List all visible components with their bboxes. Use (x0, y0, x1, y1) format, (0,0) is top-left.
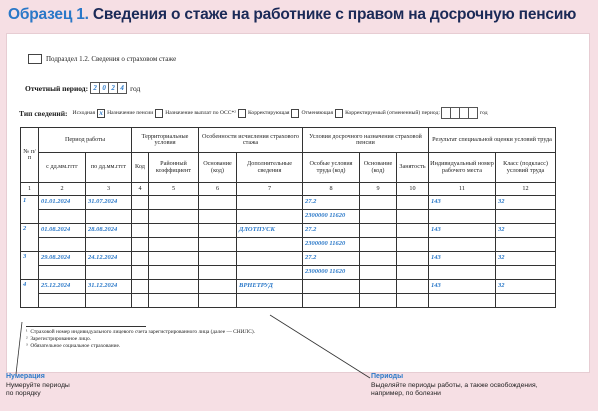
row-num: 3 (21, 252, 39, 280)
workplace-number: 143 (429, 252, 496, 266)
sample-number: Образец 1. (8, 6, 89, 23)
workplace-number: 143 (429, 280, 496, 294)
footnote-1: ¹ Страховой номер индивидуального лицевого счета зарегистрированного лица (далее — СНИЛС). (26, 329, 255, 335)
header-calc: Особенности исчисления страхового стажа (199, 128, 303, 153)
type-osc-label: Назначение выплат по ОСС*² (165, 110, 236, 116)
col-number: 2 (39, 183, 86, 196)
special-conditions-code: 27.2 (303, 224, 360, 238)
date-to: 24.12.2024 (86, 252, 132, 266)
subheader: Основание (код) (199, 153, 237, 183)
subheader: Особые условия труда (код) (303, 153, 360, 183)
header-num: № п/п (21, 128, 39, 183)
work-class: 32 (496, 224, 556, 238)
header-period: Период работы (39, 128, 132, 153)
period-year-word: год (130, 83, 141, 93)
numbering-callout-title: Нумерация (6, 373, 45, 380)
row-num: 1 (21, 196, 39, 224)
type-year-word: год (479, 110, 488, 116)
period-digit[interactable]: 2 (108, 82, 118, 94)
workplace-number: 143 (429, 224, 496, 238)
basis-code: 2300000 11620 (303, 210, 360, 224)
col-number: 1 (21, 183, 39, 196)
sample-title: Сведения о стаже на работнике с правом на досрочную пенсию (92, 6, 577, 23)
date-to: 28.08.2024 (86, 224, 132, 238)
date-from: 01.01.2024 (39, 196, 86, 210)
header-early: Условия досрочного назначения страховой пенсии (303, 128, 429, 153)
header-assessment: Результат специальной оценки условий труда (429, 128, 556, 153)
date-from: 25.12.2024 (39, 280, 86, 294)
type-initial-checkbox[interactable]: х (97, 109, 105, 118)
date-to: 31.07.2024 (86, 196, 132, 210)
numbering-pointer-line (16, 322, 22, 374)
type-correcting-label: Корректирующая (247, 110, 290, 116)
col-number: 9 (360, 183, 397, 196)
date-to: 31.12.2024 (86, 280, 132, 294)
period-digit[interactable]: 4 (117, 82, 127, 94)
periods-callout-body: Выделяйте периоды работы, а также освобождения, например, по болезни (371, 382, 538, 397)
additional-info: ВРНЕТРУД (237, 280, 303, 294)
basis-code: 2300000 11620 (303, 238, 360, 252)
period-label: Отчетный период: (25, 83, 89, 93)
col-number: 7 (237, 183, 303, 196)
subheader: Занятость (397, 153, 429, 183)
numbering-callout-body: Нумеруйте периоды по порядку (6, 382, 70, 397)
col-number: 8 (303, 183, 360, 196)
subsection-label: Подраздел 1.2. Сведения о страховом стаже (46, 55, 177, 63)
type-corrected-label: Корректируемый (отмененный) период: (345, 110, 440, 116)
col-number: 10 (397, 183, 429, 196)
col-number: 11 (429, 183, 496, 196)
work-class: 32 (496, 196, 556, 210)
subheader: Код (132, 153, 149, 183)
period-digit[interactable]: 0 (99, 82, 109, 94)
footnote-2: ² Зарегистрированное лицо. (26, 336, 92, 342)
col-number: 4 (132, 183, 149, 196)
period-digit[interactable]: 2 (90, 82, 100, 94)
row-num: 4 (21, 280, 39, 308)
subheader: с дд.мм.гггг (39, 153, 86, 183)
additional-info: ДЛОТПУСК (237, 224, 303, 238)
header-territory: Территориальные условия (132, 128, 199, 153)
work-class: 32 (496, 252, 556, 266)
workplace-number: 143 (429, 196, 496, 210)
subheader: Класс (подкласс) условий труда (496, 153, 556, 183)
periods-pointer-line (270, 315, 370, 378)
date-from: 29.08.2024 (39, 252, 86, 266)
type-cancelling-label: Отменяющая (301, 110, 334, 116)
row-num: 2 (21, 224, 39, 252)
col-number: 12 (496, 183, 556, 196)
subheader: Дополнительные сведения (237, 153, 303, 183)
col-number: 5 (149, 183, 199, 196)
col-number: 6 (199, 183, 237, 196)
subheader: Индивидуальный номер рабочего места (429, 153, 496, 183)
type-pension-label: Назначение пенсии (107, 110, 154, 116)
subheader: Районный коэффициент (149, 153, 199, 183)
info-type-label: Тип сведений: (19, 108, 68, 118)
date-from: 01.08.2024 (39, 224, 86, 238)
special-conditions-code: 27.2 (303, 252, 360, 266)
basis-code: 2300000 11620 (303, 266, 360, 280)
col-number: 3 (86, 183, 132, 196)
periods-callout-title: Периоды (371, 373, 404, 380)
subheader: по дд.мм.гггг (86, 153, 132, 183)
subheader: Основание (код) (360, 153, 397, 183)
type-initial-label: Исходная (72, 110, 96, 116)
special-conditions-code: 27.2 (303, 196, 360, 210)
work-class: 32 (496, 280, 556, 294)
footnote-3: ³ Обязательное социальное страхование. (26, 343, 121, 349)
